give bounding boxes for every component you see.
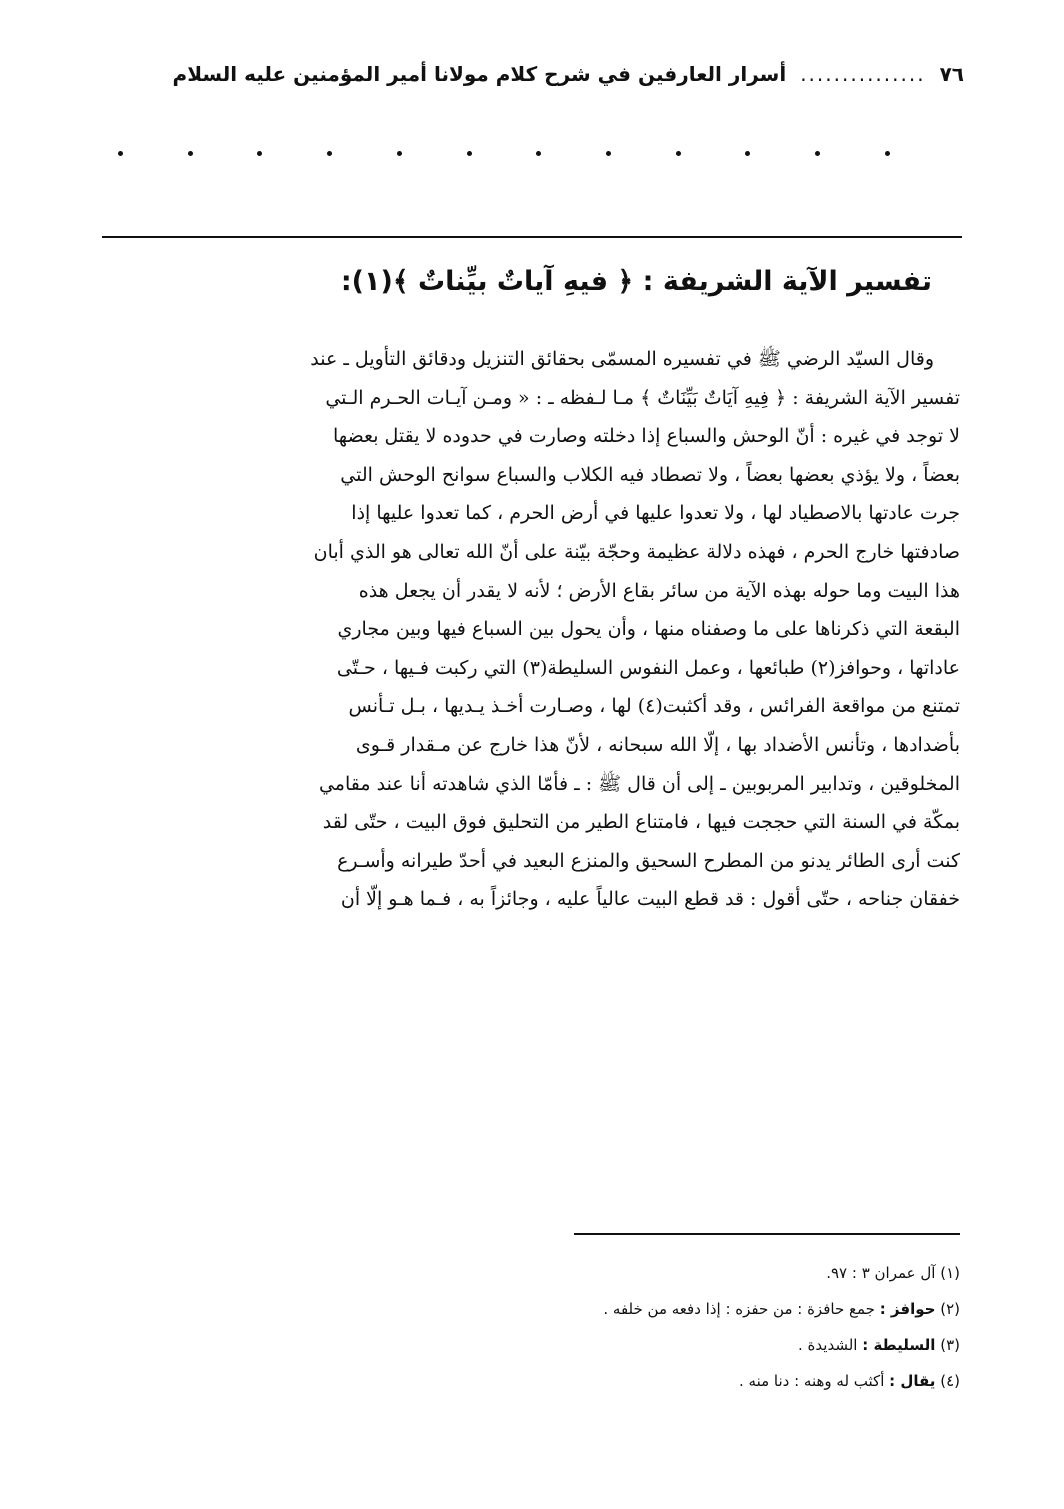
footnote-text: أكثب له وهنه : دنا منه . xyxy=(739,1372,885,1390)
footnote-text: الشديدة . xyxy=(798,1336,858,1354)
body-line: المخلوقين ، وتدابير المربوبين ـ إلى أن قال ﷺ : ـ فأمّا الذي شاهدته أنا عند مقامي xyxy=(318,772,960,795)
footnote-1 xyxy=(104,1255,960,1291)
separator-dot xyxy=(397,151,402,156)
body-line: خفقان جناحه ، حتّى أقول : قد قطع البيت عالياً عليه ، وجائزاً به ، فـما هـو إلّا أن xyxy=(340,888,960,911)
body-line: كنت أرى الطائر يدنو من المطرح السحيق والمنزع البعيد في أحدّ طيرانه وأسـرع xyxy=(337,849,960,872)
footnote-text: جمع حافزة : من حفزه : إذا دفعه من خلفه . xyxy=(603,1300,875,1318)
heading-footnote-ref: (١): xyxy=(340,266,393,297)
body-line: لا توجد في غيره : أنّ الوحش والسباع إذا دخلته وصارت في حدوده لا يقتل بعضها xyxy=(333,425,960,448)
body-line: تمتنع من مواقعة الفرائس ، وقد أكثبت(٤) لها ، وصـارت أخـذ يـديها ، بـل تـأنس xyxy=(348,695,960,718)
separator-dot xyxy=(536,151,541,156)
footnote-term: حوافز : xyxy=(879,1300,936,1318)
separator-dot xyxy=(676,151,681,156)
section-separator-dots xyxy=(118,138,890,168)
section-divider xyxy=(102,236,962,238)
body-line: البقعة التي ذكرناها على ما وصفناه منها ، وأن يحول بين السباع فيها وبين مجاري xyxy=(337,618,960,641)
footnotes xyxy=(104,1255,960,1399)
heading-ayah: ﴿ فيهِ آياتٌ بيِّناتٌ ﴾ xyxy=(392,266,634,297)
footnote-4 xyxy=(104,1363,960,1399)
footnote-2 xyxy=(104,1291,960,1327)
header-leader-dots: ............... xyxy=(800,62,926,86)
book-title: أسرار العارفين في شرح كلام مولانا أمير المؤمنين عليه السلام xyxy=(172,62,787,86)
body-line: وقال السيّد الرضي ﷺ في تفسيره المسمّى بحقائق التنزيل ودقائق التأويل ـ عند xyxy=(310,348,934,370)
separator-dot xyxy=(327,151,332,156)
separator-dot xyxy=(606,151,611,156)
body-line: بمكّة في السنة التي حججت فيها ، فامتناع الطير من التحليق فوق البيت ، حتّى لقد xyxy=(322,811,960,834)
body-line: بأضدادها ، وتأنس الأضداد بها ، إلّا الله سبحانه ، لأنّ هذا خارج عن مـقدار قـوى xyxy=(355,733,960,756)
body-line: جرت عادتها بالاصطياد لها ، ولا تعدوا عليها في أرض الحرم ، كما تعدوا عليها إذا xyxy=(351,502,960,525)
body-line: عاداتها ، وحوافز(٢) طبائعها ، وعمل النفوس السليطة(٣) التي ركبت فـيها ، حـتّى xyxy=(336,656,960,679)
heading-prefix: تفسير الآية الشريفة : xyxy=(642,266,932,297)
footnote-marker: (١) xyxy=(940,1264,960,1282)
footnote-3 xyxy=(104,1327,960,1363)
separator-dot xyxy=(257,151,262,156)
body-text xyxy=(104,340,960,919)
page-number: ٧٦ xyxy=(939,62,964,86)
separator-dot xyxy=(118,151,123,156)
separator-dot xyxy=(467,151,472,156)
footnote-marker: (٣) xyxy=(940,1336,960,1354)
footnote-text: آل عمران ٣ : ٩٧. xyxy=(826,1264,936,1282)
body-line: هذا البيت وما حوله بهذه الآية من سائر بقاع الأرض ؛ لأنه لا يقدر أن يجعل هذه xyxy=(358,579,960,602)
footnote-term: يقال : xyxy=(889,1372,936,1390)
footnote-term: السليطة : xyxy=(862,1336,936,1354)
running-header xyxy=(100,56,964,92)
section-heading xyxy=(102,254,932,310)
body-line: تفسير الآية الشريفة : ﴿ فِيهِ آيَاتٌ بَيِّنَاتٌ ﴾ مـا لـفظه ـ : « ومـن آيـات الحـرم الـتي xyxy=(325,386,960,409)
separator-dot xyxy=(885,151,890,156)
footnote-divider xyxy=(574,1233,960,1235)
separator-dot xyxy=(188,151,193,156)
body-line: صادفتها خارج الحرم ، فهذه دلالة عظيمة وحجّة بيّنة على أنّ الله تعالى هو الذي أبان xyxy=(313,540,960,563)
separator-dot xyxy=(815,151,820,156)
separator-dot xyxy=(745,151,750,156)
body-line: بعضاً ، ولا يؤذي بعضها بعضاً ، ولا تصطاد فيه الكلاب والسباع سوانح الوحش التي xyxy=(340,463,960,486)
footnote-marker: (٤) xyxy=(940,1372,960,1390)
footnote-marker: (٢) xyxy=(940,1300,960,1318)
